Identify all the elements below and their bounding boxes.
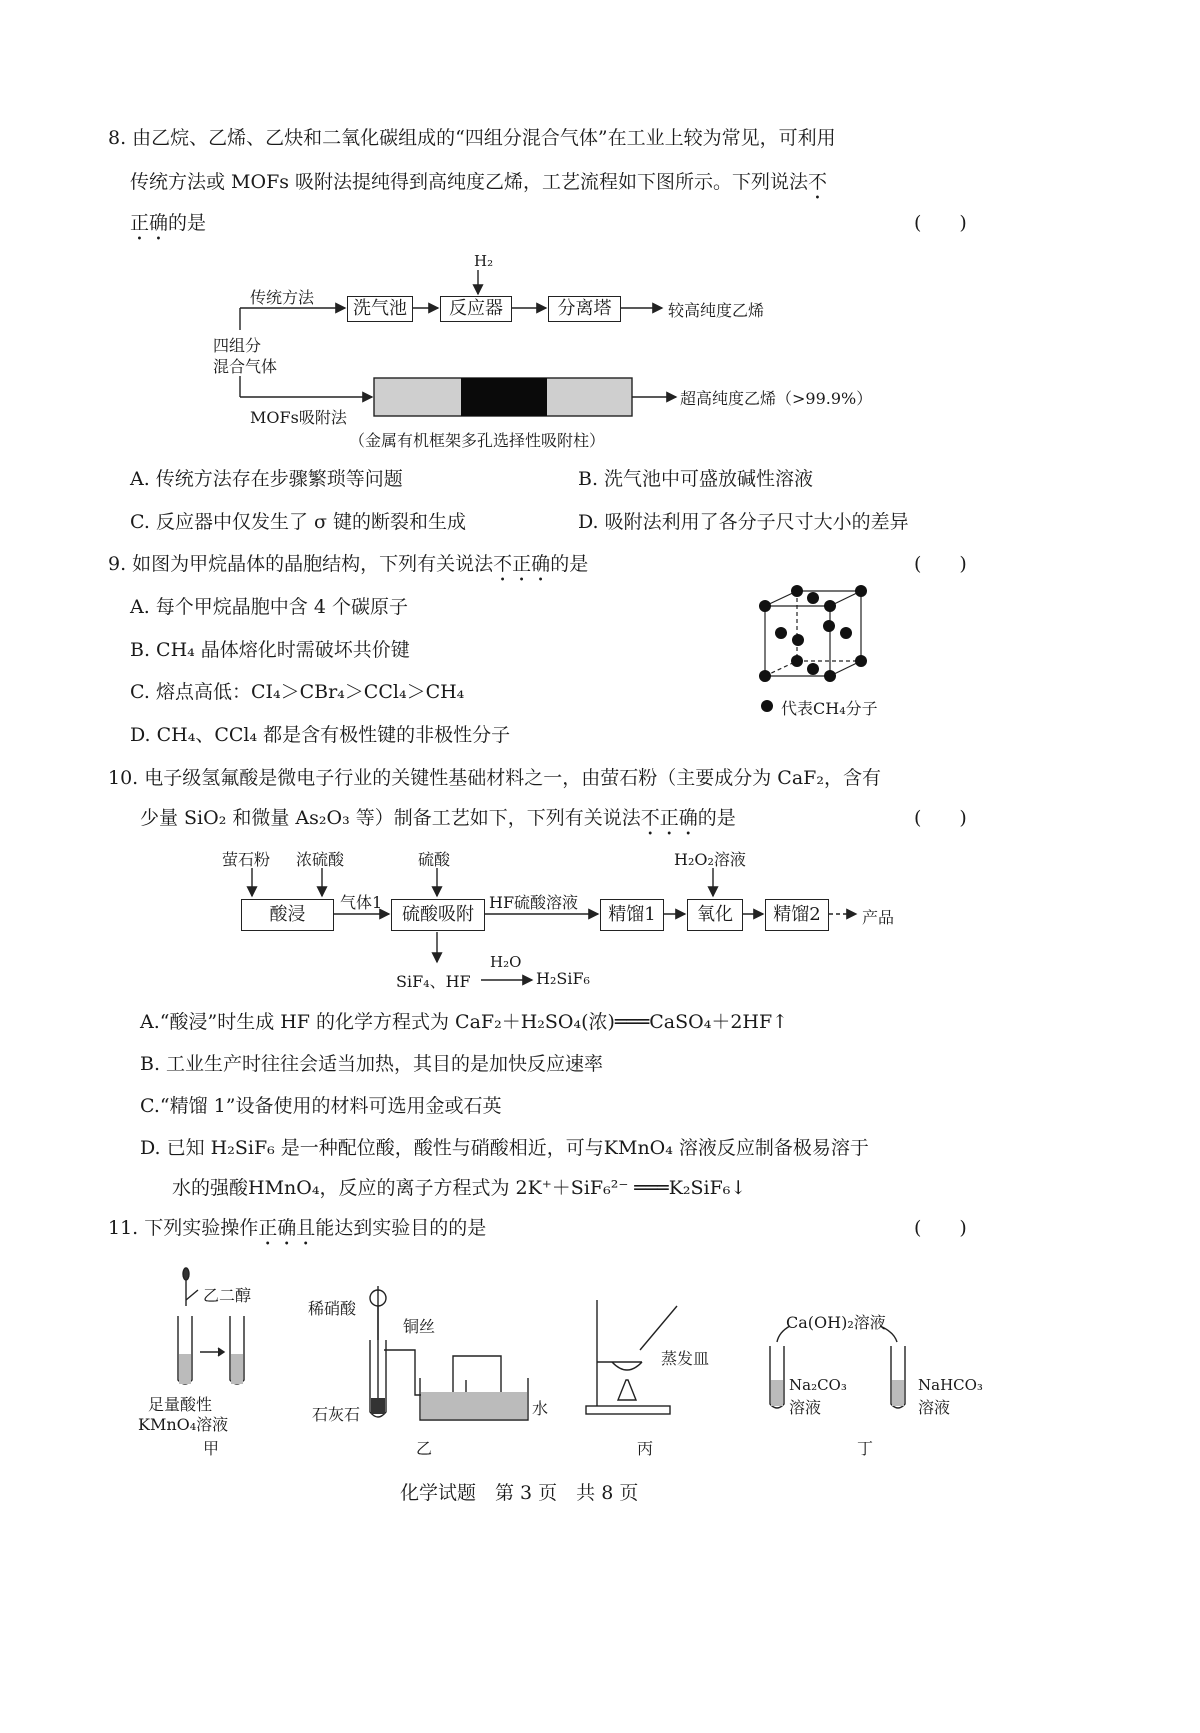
q9-emphasis: 不正确: [493, 553, 551, 575]
q8-stem-line2-text: 传统方法或 MOFs 吸附法提纯得到高纯度乙烯，工艺流程如下图所示。下列说法: [130, 171, 809, 193]
q11-ding-reagent: Ca(OH)₂溶液: [786, 1313, 886, 1332]
q10-conc-acid-label: 浓硫酸: [296, 850, 345, 869]
q11-ding-tube2-a: NaHCO₃: [918, 1376, 983, 1394]
q10-option-d-line2: 水的强酸HMnO₄，反应的离子方程式为 2K⁺＋SiF₆²⁻ ═══K₂SiF₆↓: [172, 1177, 747, 1199]
q11-ding-label: 丁: [857, 1439, 874, 1458]
q8-mix-label-1: 四组分: [213, 336, 262, 355]
q8-mix-label-2: 混合气体: [213, 357, 278, 376]
q8-h2-label: H₂: [474, 252, 494, 270]
q9-stem-text: 9. 如图为甲烷晶体的晶胞结构，下列有关说法: [108, 553, 494, 575]
q10-absorb-box: 硫酸吸附: [391, 899, 485, 931]
q8-wash-box: 洗气池: [347, 296, 413, 322]
q11-yi-acid: 稀硝酸: [308, 1299, 357, 1318]
q11-answer-paren: ( ): [914, 1217, 967, 1239]
q8-reactor-box: 反应器: [440, 296, 512, 322]
q8-traditional-label: 传统方法: [250, 288, 315, 307]
q11-ding-tube1-b: 溶液: [789, 1398, 822, 1417]
q11-bing-dish: 蒸发皿: [661, 1349, 710, 1368]
q11-jia-solution-2: KMnO₄溶液: [138, 1415, 229, 1434]
q11-jia-label: 甲: [203, 1439, 220, 1458]
q10-option-b: B. 工业生产时往往会适当加热，其目的是加快反应速率: [140, 1053, 604, 1075]
q8-separator-box: 分离塔: [548, 296, 621, 322]
q10-product-label: 产品: [862, 908, 895, 927]
q11-stem-text: 11. 下列实验操作: [108, 1217, 259, 1239]
q10-gas1-label: 气体1: [340, 893, 383, 912]
q8-stem-line1: 8. 由乙烷、乙烯、乙炔和二氧化碳组成的“四组分混合气体”在工业上较为常见，可利用: [108, 127, 836, 149]
q10-stem-tail: 的是: [697, 807, 736, 829]
q10-sulfuric-label: 硫酸: [418, 850, 451, 869]
q11-yi-stone: 石灰石: [312, 1405, 361, 1424]
q8-option-a: A. 传统方法存在步骤繁琐等问题: [130, 468, 403, 490]
q11-yi-wire: 铜丝: [403, 1317, 436, 1336]
q10-h2o2-label: H₂O₂溶液: [674, 850, 746, 869]
q10-leach-box: 酸浸: [241, 899, 334, 931]
q8-emphasis-correct: 正确: [130, 212, 169, 234]
q8-option-b: B. 洗气池中可盛放碱性溶液: [578, 468, 814, 490]
q11-jia-solution-1: 足量酸性: [148, 1395, 213, 1414]
q10-answer-paren: ( ): [914, 807, 967, 829]
q11-ding-tube1-a: Na₂CO₃: [789, 1376, 847, 1394]
q8-option-c: C. 反应器中仅发生了 σ 键的断裂和生成: [130, 511, 466, 533]
q10-option-a: A.“酸浸”时生成 HF 的化学方程式为 CaF₂＋H₂SO₄(浓)═══CaSO₄＋2HF↑: [140, 1011, 789, 1033]
q10-stem-line1: 10. 电子级氢氟酸是微电子行业的关键性基础材料之一，由萤石粉（主要成分为 CaF₂，含有: [108, 767, 881, 789]
q8-stem-line3-text: 的是: [168, 212, 207, 234]
q9-answer-paren: ( ): [914, 553, 967, 575]
q8-emphasis-not: 不: [808, 171, 828, 193]
q8-output-2: 超高纯度乙烯（>99.9%）: [680, 389, 873, 408]
page-footer: 化学试题 第 3 页 共 8 页: [400, 1482, 639, 1504]
q11-stem-tail: 能达到实验目的的是: [315, 1217, 487, 1239]
q9-option-b: B. CH₄ 晶体熔化时需破坏共价键: [130, 639, 410, 661]
q8-option-d: D. 吸附法利用了各分子尺寸大小的差异: [578, 511, 909, 533]
q10-oxidize-box: 氧化: [687, 899, 743, 931]
q8-mofs-label: MOFs吸附法: [250, 408, 347, 427]
q11-jia-reagent: 乙二醇: [203, 1286, 252, 1305]
q9-option-c: C. 熔点高低：CI₄＞CBr₄＞CCl₄＞CH₄: [130, 681, 465, 703]
q8-column-caption: （金属有机框架多孔选择性吸附柱）: [349, 431, 606, 450]
q10-emphasis: 不正确: [640, 807, 698, 829]
q11-yi-label: 乙: [416, 1439, 433, 1458]
q10-byproduct-label: SiF₄、HF: [396, 972, 471, 991]
q10-distill2-box: 精馏2: [765, 899, 829, 931]
q10-stem-text: 少量 SiO₂ 和微量 As₂O₃ 等）制备工艺如下，下列有关说法: [140, 807, 641, 829]
q10-option-d-line1: D. 已知 H₂SiF₆ 是一种配位酸，酸性与硝酸相近，可与KMnO₄ 溶液反应制备极易溶于: [140, 1137, 869, 1159]
q9-option-a: A. 每个甲烷晶胞中含 4 个碳原子: [130, 596, 408, 618]
q10-hf-solution-label: HF硫酸溶液: [489, 893, 579, 912]
q11-emphasis: 正确且: [258, 1217, 316, 1239]
q11-yi-water: 水: [532, 1399, 549, 1418]
q8-answer-paren: ( ): [914, 212, 967, 234]
q10-fluorite-label: 萤石粉: [222, 850, 271, 869]
q10-option-c: C.“精馏 1”设备使用的材料可选用金或石英: [140, 1095, 502, 1117]
q9-option-d: D. CH₄、CCl₄ 都是含有极性键的非极性分子: [130, 724, 511, 746]
q8-output-1: 较高纯度乙烯: [668, 301, 765, 320]
q10-distill1-box: 精馏1: [600, 899, 664, 931]
q11-bing-label: 丙: [637, 1439, 654, 1458]
q9-stem-tail: 的是: [550, 553, 589, 575]
q9-figure-legend: 代表CH₄分子: [781, 699, 878, 718]
q10-h2sif6-label: H₂SiF₆: [536, 969, 590, 988]
q10-water-label: H₂O: [490, 953, 522, 971]
q11-ding-tube2-b: 溶液: [918, 1398, 951, 1417]
